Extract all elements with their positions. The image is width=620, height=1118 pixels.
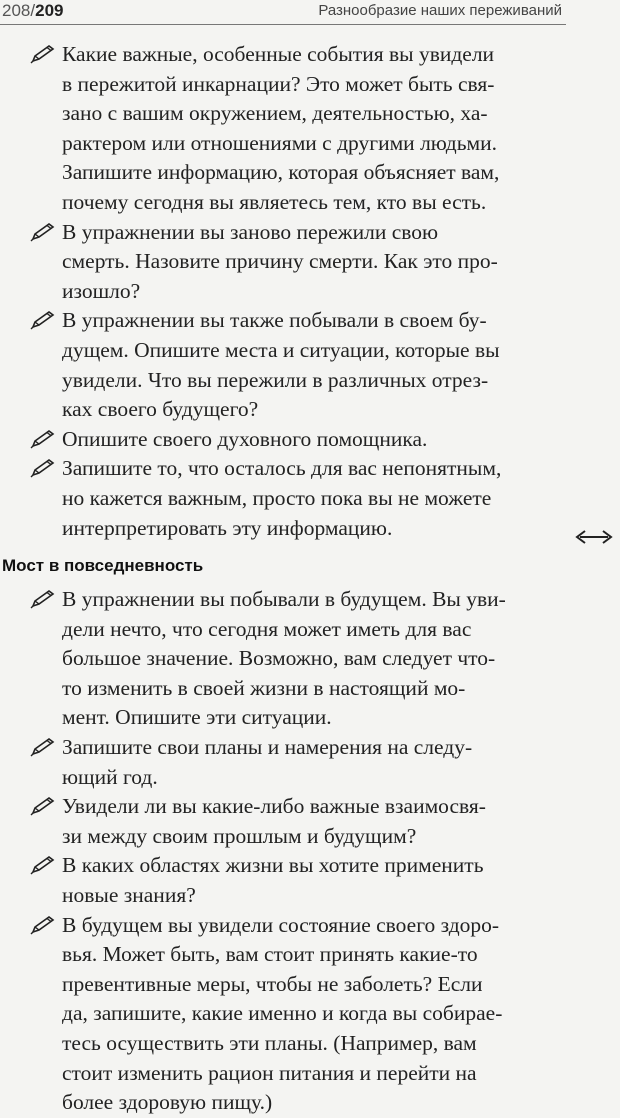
section-heading: Мост в повседневность [2,556,204,576]
text-line: вья. Может быть, вам стоит принять какие-то [62,942,478,967]
pencil-icon [30,736,56,756]
list-item [0,851,566,910]
text-line: дели нечто, что сегодня может иметь для вас [62,616,472,641]
text-line: В упражнении вы побывали в будущем. Вы уви- [62,587,506,612]
pencil-icon [30,457,56,477]
pencil-icon [30,795,56,815]
questions-section [0,40,566,543]
text-line: интерпретировать эту информацию. [62,515,393,540]
text-line: рактером или отношениями с другими людьми. [62,130,497,155]
page-header [0,0,566,25]
pencil-icon [30,428,56,448]
text-line: Увидели ли вы какие-либо важные взаимосвя- [62,794,486,819]
text-line: мент. Опишите эти ситуации. [62,705,332,730]
text-line: да, запишите, какие именно и когда вы собирае- [62,1001,503,1026]
text-line: Запишите информацию, которая объясняет вам, [62,160,500,185]
text-line: В упражнении вы также побывали в своем бу- [62,308,487,333]
text-line: В будущем вы увидели состояние своего здоро- [62,912,500,937]
page-number-right: 209 [35,1,64,20]
text-line: В каких областях жизни вы хотите применить [62,853,484,878]
list-item [0,40,566,218]
text-line: тесь осуществить эти планы. (Например, вам [62,1031,477,1055]
text-line: стоит изменить рацион питания и перейти на [62,1060,477,1085]
text-line: превентивные меры, чтобы не заболеть? Если [62,971,483,996]
text-line: В упражнении вы заново пережили свою [62,219,439,244]
text-line: более здоровую пищу.) [62,1090,273,1115]
list-item [0,306,566,424]
text-line: увидели. Что вы пережили в различных отрез- [62,367,489,392]
text-line: смерть. Назовите причину смерти. Как это про- [62,249,498,274]
double-arrow-icon [574,527,614,547]
text-line: но кажется важным, просто пока вы не можете [62,485,492,510]
pencil-icon [30,309,56,329]
text-line: почему сегодня вы являетесь тем, кто вы есть. [62,189,487,214]
page-numbers: 208/209 [2,1,64,20]
running-title: Разнообразие наших переживаний [318,2,562,19]
text-line: Запишите свои планы и намерения на следу- [62,735,473,760]
text-line: зано с вашим окружением, деятельностью, ха- [62,101,488,126]
pencil-icon [30,914,56,934]
pencil-icon [30,43,56,63]
text-line: новые знания? [62,883,196,908]
list-item [0,585,566,733]
page-number-left: 208 [2,1,31,20]
list-item [0,425,566,455]
text-line: Запишите то, что осталось для вас непонятным, [62,456,502,481]
list-item [0,454,566,543]
text-line: изошло? [62,278,141,303]
pencil-icon [30,588,56,608]
pencil-icon [30,854,56,874]
text-line: то изменить в своей жизни в настоящий мо- [62,675,466,700]
list-item [0,733,566,792]
text-line: ках своего будущего? [62,397,259,422]
text-line: Какие важные, особенные события вы увидели [62,42,495,66]
text-line: зи между своим прошлым и будущим? [62,823,417,848]
list-item [0,218,566,307]
bridge-section [0,585,566,1118]
page-content [0,40,566,1118]
text-line: большое значение. Возможно, вам следует что- [62,646,496,671]
list-item [0,792,566,851]
pencil-icon [30,221,56,241]
list-item [0,911,566,1118]
text-line: ющий год. [62,764,158,789]
text-line: Опишите своего духовного помощника. [62,426,428,451]
text-line: дущем. Опишите места и ситуации, которые вы [62,337,500,362]
text-line: в пережитой инкарнации? Это может быть свя- [62,71,495,96]
